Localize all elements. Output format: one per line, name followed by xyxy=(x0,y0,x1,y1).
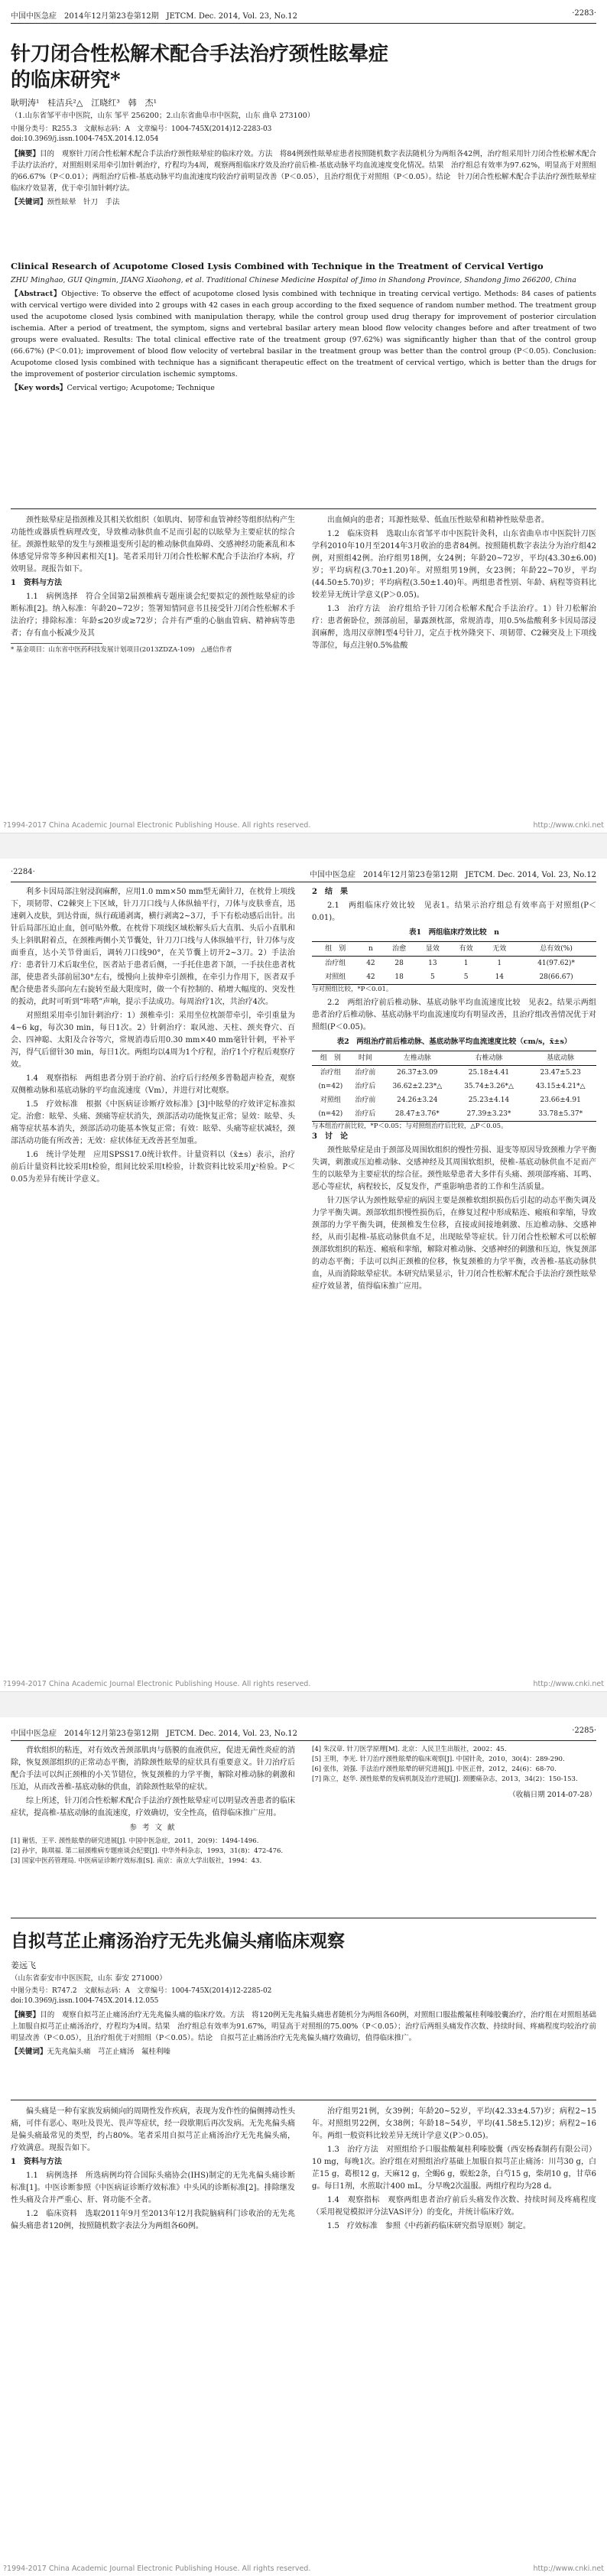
paragraph-observation-index: 1.4 观察指标 两组患者分别于治疗前、治疗后行经颅多普勒超声检查，观察双侧椎动脉和基底动脉的平均血流速度（Vm），并进行对比观察。 xyxy=(11,1074,295,1095)
affiliations: （1.山东省邹平市中医院，山东 邹平 256200；2.山东省曲阜市中医院，山东 曲阜 273100） xyxy=(11,112,315,120)
page3-right-column-bottom xyxy=(312,2106,596,2234)
header-page-number: ·2283· xyxy=(572,9,596,18)
abstract-cn-text: 目的 观察针刀闭合性松解术配合手法治疗颈性眩晕症的临床疗效。方法 将84例颈性眩晕症患者按照随机数字表法随机分为两组各42例，治疗组采用针刀闭合性松解术配合手法疗法治疗，对照组则采用牵引加针刺治疗，疗程均为4周，观察两组临床疗效及治疗前后椎-基底动脉平均血流速度变化情况。结果 治疗组总有效率为97.62%，明显高于对照组的66.67%（P＜0.01）；两组治疗后椎-基底动脉平均血流速度均较治疗前明显改善（P＜0.05），且治疗组优于对照组（P＜0.05）。结论 针刀闭合性松解术配合手法治疗颈性眩晕症临床疗效显著，优于牵引加针刺疗法。 xyxy=(11,150,596,193)
table-cell: 治疗后 xyxy=(355,1083,376,1090)
classification-line: 中图分类号：R255.3 文献标志码：A 文章编号：1004-745X(2014)12-2283-03 xyxy=(11,125,272,133)
section-heading-discussion: 3 讨 论 xyxy=(312,1132,348,1141)
table1-header: 有效 xyxy=(459,945,473,953)
table2-header: 左椎动脉 xyxy=(403,1054,431,1062)
abstract-cn-block xyxy=(11,148,596,210)
header-journal: 中国中医急症 2014年12月第23卷第12期 JETCM. Dec. 2014, Vol. 23, No.12 xyxy=(11,1730,298,1738)
paragraph-discussion-2: 针刀医学认为颈性眩晕症的病因主要是颈椎软组织损伤后引起的动态平衡失调及力学平衡失调。颈部软组织慢性损伤后，在修复过程中形成粘连、瘢痕和挛缩，导致颈部的力学平衡失调，使颈椎发生位移，直接或间接地刺激、压迫椎动脉、交感神经，从而引起椎-基底动脉供血不足，出现眩晕等症状。针刀闭合性松解术可以松解颈部软组织的粘连、瘢痕和挛缩，解除对椎动脉、交感神经的刺激和压迫，恢复颈部的动态平衡；手法可以纠正颈椎的位移，恢复颈椎的力学平衡，改善椎-基底动脉供血，从而消除眩晕症状。本研究结果显示，针刀闭合性松解术配合手法治疗颈性眩晕症疗效显著，值得临床推广应用。 xyxy=(312,1197,596,1291)
page1-right-column xyxy=(312,515,596,654)
running-header xyxy=(11,868,596,882)
abstract-2-block xyxy=(11,2009,596,2060)
table1-header: 总有效(%) xyxy=(540,945,573,953)
paragraph-demographics-2: 治疗组男21例，女39例；年龄20~52岁，平均(42.33±4.57)岁；病程2~15年。对照组男22例，女38例；年龄18~54岁，平均(41.58±5.12)岁；病程2~16年。两组一般资料比较差异无统计学意义(P＞0.05)。 xyxy=(312,2107,596,2140)
reference-item: [5] 王明，李光. 针刀治疗颈性眩晕的临床观察[J]. 中国针灸，2010，30(4)：289-290. xyxy=(312,1756,565,1763)
abstract-divider xyxy=(11,508,596,509)
english-title: Clinical Research of Acupotome Closed Lysis Combined with Technique in the Treatment of Cervical Vertigo xyxy=(11,261,544,271)
table1-caption: 表1 两组临床疗效比较 n xyxy=(408,928,500,937)
references-list-right xyxy=(312,1745,596,1785)
reference-item: [4] 朱汉章. 针刀医学原理[M]. 北京：人民卫生出版社，2002：45. xyxy=(312,1746,507,1753)
copyright-footer xyxy=(0,821,607,830)
table-cell: 43.15±4.21*△ xyxy=(535,1083,586,1090)
page3-left-column-top xyxy=(11,1745,295,1866)
copyright-footer xyxy=(0,2565,607,2573)
header-page-number: ·2285· xyxy=(572,1727,596,1735)
table-cell: (n=42) xyxy=(318,1083,343,1090)
paragraph-acupotome-procedure: 利多卡因局部注射浸润麻醉，应用1.0 mm×50 mm型无菌针刀，在枕骨上项线下，项韧带、C2棘突上下区域，针刀刀口线与人体纵轴平行，刀体与皮肤垂直，迅速刺入皮肤，到达骨面，纵行疏通剥离，横行剥离2~3刀，手下有松动感后出针。出针后局部压迫止血，创可贴外敷。在枕骨下项线区域松解头后大直肌、头后小直肌和头上斜肌附着点，在颈椎两侧小关节囊处，针刀刀口线与人体纵轴平行，针刀体与皮面垂直，达小关节骨面后，调转刀口线90°，在关节囊上切开2~3刀。2）手法治疗：患者针刀术后取坐位，医者站于患者后侧，一手托住患者下颌，一手扶住患者枕部，使患者头部前屈30°左右，缓慢向上拔伸牵引颈椎，在牵引力作用下，医者双手配合使患者头部向左右旋转至最大限度时，做一个有控制的、稍增大幅度的、突发性的扳动，此时可听到“咔嗒”声响，提示手法成功。每周治疗1次，共治疗4次。 xyxy=(11,888,295,1006)
header-page-number: ·2284· xyxy=(11,868,35,876)
copyright-text: ?1994-2017 China Academic Journal Electronic Publishing House. All rights reserved. xyxy=(3,2565,311,2573)
doi-line-2: doi:10.3969/j.issn.1004-745X.2014.12.055 xyxy=(11,1997,159,2005)
table2-note: 与本组治疗前比较，*P＜0.05；与对照组治疗后比较，△P＜0.05。 xyxy=(312,1122,508,1130)
abstract-2-text: 目的 观察自拟芎芷止痛汤治疗无先兆偏头痛的临床疗效。方法 将120例无先兆偏头痛患者随机分为两组各60例，对照组口服盐酸氟桂利嗪胶囊治疗，治疗组在对照组基础上加服自拟芎芷止痛汤治疗，疗程均为4周。结果 治疗组总有效率为91.67%，明显高于对照组的75.00%（P＜0.05）；治疗后两组头痛发作次数、持续时间、疼痛程度均较治疗前明显改善（P＜0.05），且治疗组优于对照组（P＜0.05）。结论 自拟芎芷止痛汤治疗无先兆偏头痛疗效确切，值得临床推广。 xyxy=(11,2011,596,2042)
table2-header: 时间 xyxy=(358,1054,372,1062)
table1-header: 治愈 xyxy=(392,945,407,953)
table-cell: 治疗后 xyxy=(355,1110,376,1118)
paragraph-discussion-1: 颈性眩晕症是由于颈部及周围软组织的慢性劳损、退变等原因导致颈椎力学平衡失调，刺激或压迫椎动脉、交感神经及其周围软组织，使椎-基底动脉供血不足而产生的以眩晕为主要症状的综合征。颈性眩晕患者大多伴有头痛、颈项部疼痛、耳鸣、恶心等症状，病程较长，反复发作，严重影响患者的工作和生活质量。 xyxy=(312,1146,596,1191)
journal-page-2285 xyxy=(0,1717,607,2576)
table-cell: 25.23±4.14 xyxy=(468,1096,510,1104)
section-heading-methods-2: 1 资料与方法 xyxy=(11,2158,62,2166)
copyright-text: ?1994-2017 China Academic Journal Electronic Publishing House. All rights reserved. xyxy=(3,821,311,830)
paragraph-control-treatment: 对照组采用牵引加针刺治疗：1）颈椎牵引：采用坐位枕颌带牵引，牵引重量为4~6 kg，每次30 min，每日1次。2）针刺治疗：取风池、天柱、颈夹脊穴、百会、四神聪、太阳及合谷等穴，常规消毒后用0.30 mm×40 mm毫针针刺，平补平泻，得气后留针30 min，每日1次。两组均以4周为1个疗程，治疗1个疗程后观察疗效。 xyxy=(11,1012,295,1069)
table-cell: 18 xyxy=(394,973,404,981)
page-gap xyxy=(0,833,607,860)
table-cell: 1 xyxy=(463,960,469,967)
table-row xyxy=(312,970,596,985)
table-cell: 1 xyxy=(497,960,502,967)
paragraph-criteria-2: 1.5 疗效标准 参照《中药新药临床研究指导原则》制定。 xyxy=(327,2222,531,2230)
reference-item: [1] 谢恬，王平. 颈性眩晕的研究进展[J]. 中国中医急症，2011，20(9)：1494-1496. xyxy=(11,1837,259,1845)
authors: 耿明涛¹ 桂洁兵²△ 江晓红³ 韩 杰¹ xyxy=(11,98,157,108)
table-row xyxy=(312,1066,596,1080)
keywords-2-label: 【关键词】 xyxy=(11,2048,47,2056)
abstract-en-block xyxy=(11,260,596,396)
keywords-cn-text: 颈性眩晕 针刀 手法 xyxy=(47,198,120,206)
table-cell: 治疗组 xyxy=(325,960,346,967)
cnki-link[interactable]: http://www.cnki.net xyxy=(533,821,604,830)
abstract-en-text: Objective: To observe the effect of acupotome closed lysis combined with technique in treating cervical vertigo. Methods: 84 cases of patients with cervical vertigo were divided into 2 groups with 42 cases in each group according to the fixed sequence of random number method. The treatment group used the acupotome closed lysis combined with manipulation therapy, while the control group used drug therapy for improvement of posterior circulation ischemia. After a period of treatment, the symptom, signs and vertebral basilar artery mean blood flow velocity changes before and after treatment of two groups were evaluated. Results: The total clinical effective rate of the treatment group (97.62%) was significantly higher than that of the control group (66.67%) (P＜0.01); improvement of blood flow velocity of vertebral basilar in the treatment group was better than the control group (P＜0.05). Conclusion: Acupotome closed lysis combined with technique has a significant therapeutic effect on the treatment of cervical vertigo, which is better than the drugs for the improvement of posterior circulation ischemic symptoms. xyxy=(11,290,596,378)
header-journal: 中国中医急症 2014年12月第23卷第12期 JETCM. Dec. 2014, Vol. 23, No.12 xyxy=(309,871,596,879)
doi-line: doi:10.3969/j.issn.1004-745X.2014.12.054 xyxy=(11,135,159,143)
table2-header: 基底动脉 xyxy=(547,1054,575,1062)
section-heading-methods: 1 资料与方法 xyxy=(11,579,62,587)
abstract-2-label: 【摘要】 xyxy=(11,2011,41,2019)
affiliation-2: （山东省泰安市中医医院，山东 泰安 271000） xyxy=(11,1974,167,1983)
section-heading-results: 2 结 果 xyxy=(312,888,348,896)
intro-paragraph: 颈性眩晕症是指颈椎及其相关软组织（如肌肉、韧带和血管神经等组织结构产生功能性或器质性病理改变，导致椎动脉供血不足而引起的以眩晕为主要症状的综合征。颈源性眩晕的发生与颈椎退变所引起的椎动脉供血障碍、交感神经功能紊乱和本体感觉异常等多种因素相关[1]。笔者采用针刀闭合性松解术配合手法治疗本病，疗效明显。现报告如下。 xyxy=(11,516,295,573)
table1-header: 无效 xyxy=(492,945,507,953)
paragraph-discussion-3: 背软组织的粘连，对有效改善颈部肌肉与筋膜的血液供应，促进无菌性炎症的消除，恢复颈部组织的正常动态平衡，消除颈性眩晕的症状具有重要意义。针刀治疗后配合手法可以纠正颈椎的小关节错位，恢复颈椎的力学平衡，解除对椎动脉的刺激和压迫，从而改善椎-基底动脉的供血，消除颈性眩晕的症状。 xyxy=(11,1746,295,1792)
table1-header: 组 别 xyxy=(325,945,346,953)
table-cell: 23.66±4.91 xyxy=(540,1096,581,1104)
table2-header-row xyxy=(312,1051,596,1066)
paragraph-clinical-data-2: 1.2 临床资料 选取2011年9月至2013年12月我院脑病科门诊收治的无先兆偏头痛患者120例，按照随机数字表法分为两组各60例。 xyxy=(11,2210,295,2230)
table-row xyxy=(312,1093,596,1107)
table-cell: 42 xyxy=(366,973,375,981)
authors-2: 姜远飞 xyxy=(11,1960,36,1970)
reference-item: [2] 孙宇，陈琪福. 第二届颈椎病专题座谈会纪要[J]. 中华外科杂志，1993，31(8)：472-476. xyxy=(11,1847,284,1855)
table2-caption: 表2 两组治疗前后椎动脉、基底动脉平均血流速度比较（cm/s，x̄±s） xyxy=(336,1038,572,1046)
abstract-cn-label: 【摘要】 xyxy=(11,150,41,158)
page2-left-column xyxy=(11,886,295,1187)
table1-header-row xyxy=(312,942,596,957)
copyright-text: ?1994-2017 China Academic Journal Electronic Publishing House. All rights reserved. xyxy=(3,1680,311,1688)
keywords-cn-label: 【关键词】 xyxy=(11,198,47,206)
cnki-link[interactable]: http://www.cnki.net xyxy=(533,1680,604,1688)
table2-header: 右椎动脉 xyxy=(475,1054,503,1062)
paragraph-results-blood-flow: 2.2 两组治疗前后椎动脉、基底动脉平均血流速度比较 见表2。结果示两组患者治疗后椎动脉、基底动脉平均血流速度均有明显改善，且治疗组改善情况优于对照组(P＜0.05)。 xyxy=(312,999,596,1031)
keywords-en-label: 【Key words】 xyxy=(11,384,67,392)
table-cell: 28.47±3.76* xyxy=(394,1110,440,1118)
paragraph-treatment-2: 1.3 治疗方法 对照组给予口服盐酸氟桂利嗪胶囊（西安杨森制药有限公司）10 mg，每晚1次。治疗组在对照组治疗基础上加服自拟芎芷止痛汤：川芎30 g，白芷15 g，葛根12 g，天麻12 g，全蝎6 g，蜈蚣2条，白芍15 g，柴胡10 g，甘草6 g。每日1剂，水煎取汁400 mL，分早晚2次温服。两组疗程均为28 d。 xyxy=(312,2146,596,2191)
table-cell: 27.39±3.23* xyxy=(466,1110,511,1118)
paragraph-intro-2: 偏头痛是一种有家族发病倾向的周期性发作疾病，表现为发作性的偏侧搏动性头痛，可伴有恶心、呕吐及畏光、畏声等症状，经一段歇期后再次发病。无先兆偏头痛是偏头痛最常见的类型，约占80%。笔者采用自拟芎芷止痛汤治疗无先兆偏头痛，疗效满意。现报告如下。 xyxy=(11,2107,295,2152)
paragraph-results-efficacy: 2.1 两组临床疗效比较 见表1。结果示治疗组总有效率高于对照组(P＜0.01)。 xyxy=(312,901,596,922)
table1-efficacy xyxy=(312,941,596,985)
title-line-2: 的临床研究* xyxy=(11,69,121,92)
paragraph-case-selection: 1.1 病例选择 符合全国第2届颈椎病专题座谈会纪要拟定的颈性眩晕症的诊断标准[2]。纳入标准：年龄20~72岁；签署知情同意书且接受针刀闭合性松解术手法治疗；排除标准：年龄≤20岁或≥72岁；合并有严重的心脑血管病、精神病等患者；存有血小板减少及其 xyxy=(11,593,295,638)
paragraph-case-selection-2: 1.1 病例选择 所选病例均符合国际头痛协会(IHS)制定的无先兆偏头痛诊断标准[1]。中医诊断参照《中医病证诊断疗效标准》中头风的诊断标准[2]。排除继发性头痛及合并严重心、肝、肾功能不全者。 xyxy=(11,2172,295,2204)
paragraph-conclusion: 综上所述，针刀闭合性松解术配合手法治疗颈性眩晕症可以明显改善患者的临床症状，提高椎-基底动脉的血流速度，疗效确切，安全性高，值得临床推广应用。 xyxy=(11,1797,295,1817)
table-cell: 对照组 xyxy=(325,973,346,981)
reference-item: [3] 国家中医药管理局. 中医病证诊断疗效标准[S]. 南京：南京大学出版社，1994：43. xyxy=(11,1857,262,1865)
page3-right-column-top xyxy=(312,1745,596,1801)
table-cell: 23.47±5.23 xyxy=(540,1069,581,1077)
paragraph-exclusion: 出血倾向的患者；耳源性眩晕、低血压性眩晕和精神性眩晕患者。 xyxy=(327,516,549,525)
table-cell: 5 xyxy=(430,973,435,981)
cnki-link[interactable]: http://www.cnki.net xyxy=(533,2565,604,2573)
table-cell: 24.26±3.24 xyxy=(397,1096,438,1104)
abstract-en-label: 【Abstract】 xyxy=(11,290,62,298)
table-cell: 治疗前 xyxy=(355,1069,376,1077)
english-authors: ZHU Minghao, GUI Qingmin, JIANG Xiaohong, et al. Traditional Chinese Medicine Hospital of Jimo in Shandong Province, Shandong Jimo 266200, China xyxy=(11,276,576,284)
keywords-2-text: 无先兆偏头痛 芎芷止痛汤 氟桂利嗪 xyxy=(47,2048,171,2056)
paragraph-efficacy-criteria: 1.5 疗效标准 根据《中医病证诊断疗效标准》[3]中眩晕的疗效评定标准拟定。治愈：眩晕、头痛、颈痛等症状消失，颈部活动功能恢复正常；显效：眩晕、头痛等症状基本消失，颈部活动功能基本恢复正常；有效：眩晕、头痛等症状减轻，颈部活动功能有所改善；无效：症状体征无改善甚至加重。 xyxy=(11,1100,295,1145)
reference-item: [6] 张伟，刘强. 手法治疗颈性眩晕的研究进展[J]. 中医正骨，2012，24(6)：68-70. xyxy=(312,1766,557,1773)
article-title xyxy=(11,41,596,93)
table-row xyxy=(312,957,596,971)
references-list-left xyxy=(11,1837,295,1866)
header-journal: 中国中医急症 2014年12月第23卷第12期 JETCM. Dec. 2014, Vol. 23, No.12 xyxy=(11,12,298,21)
journal-page-2284 xyxy=(0,859,607,1691)
table-cell: 25.18±4.41 xyxy=(468,1069,510,1077)
running-header xyxy=(11,1727,596,1741)
page3-left-column-bottom xyxy=(11,2106,295,2234)
table-cell: 28 xyxy=(394,960,404,967)
paragraph-treatment: 1.3 治疗方法 治疗组给予针刀闭合松解术配合手法治疗。1）针刀松解治疗：患者俯卧位，颈部前屈，暴露颈枕部，常规消毒，用0.5%盐酸利多卡因局部浸润麻醉，选用汉章牌Ⅰ型4号针刀，定点于枕外隆突下、项韧带、C2棘突及上下项线等部位，每点注射0.5%盐酸 xyxy=(312,605,596,650)
table-row xyxy=(312,1107,596,1122)
table-cell: (n=42) xyxy=(318,1110,343,1118)
table-cell: 28(66.67) xyxy=(539,973,573,981)
keywords-en-text: Cervical vertigo; Acupotome; Technique xyxy=(67,384,215,392)
table1-header: 显效 xyxy=(425,945,440,953)
classification-line-2: 中图分类号：R747.2 文献标志码：A 文章编号：1004-745X(2014)12-2285-02 xyxy=(11,1987,272,1995)
received-date: （收稿日期 2014-07-28） xyxy=(508,1791,596,1799)
reference-item: [7] 陈立，赵华. 颈性眩晕的发病机制及治疗进展[J]. 颈腰痛杂志，2013，34(2)：150-153. xyxy=(312,1775,578,1783)
table1-note: 与对照组比较，*P＜0.01。 xyxy=(312,986,393,993)
table-cell: 5 xyxy=(463,973,469,981)
table1-header: n xyxy=(368,945,373,953)
copyright-footer xyxy=(0,1680,607,1688)
paragraph-clinical-data: 1.2 临床资料 选取山东省邹平市中医院针灸科，山东省曲阜市中医院针刀医学科2010年10月至2014年3月收治的患者84例。按照随机数字表法分为治疗组42例，对照组42例。治疗组男18例，女24例；年龄20~72岁，平均(43.30±6.00)岁；平均病程(3.70±1.20)年。对照组男19例，女23例；年龄22~70岁，平均(44.50±5.70)岁；平均病程(3.50±1.40)年。两组患者性别、年龄、病程等资料比较差异无统计学意义(P＞0.05)。 xyxy=(312,530,596,599)
references-title: 参 考 文 献 xyxy=(129,1824,177,1832)
table-cell: 35.74±3.26*△ xyxy=(464,1083,514,1090)
page1-left-column xyxy=(11,515,295,655)
title-line-1: 针刀闭合性松解术配合手法治疗颈性眩晕症 xyxy=(11,43,389,66)
table-cell: 治疗组 xyxy=(320,1069,341,1077)
table-cell: 36.62±2.23*△ xyxy=(392,1083,443,1090)
paragraph-observation-2: 1.4 观察指标 观察两组患者治疗前后头痛发作次数、持续时间及疼痛程度（采用视觉模拟评分法VAS评分）的变化，并统计临床疗效。 xyxy=(312,2196,596,2217)
page-gap xyxy=(0,1691,607,1719)
table-cell: 42 xyxy=(366,960,375,967)
table-cell: 治疗前 xyxy=(355,1096,376,1104)
paragraph-statistics: 1.6 统计学处理 应用SPSS17.0统计软件。计量资料以（x̄±s）表示，治疗前后计量资料比较采用t检验，组间比较采用t检验，计数资料比较采用χ²检验。P＜0.05为差异有统计学意义。 xyxy=(11,1151,295,1184)
footnote-rule xyxy=(11,643,102,644)
table-row xyxy=(312,1080,596,1093)
table-cell: 41(97.62)* xyxy=(537,960,575,967)
table2-header: 组 别 xyxy=(320,1054,341,1062)
table-cell: 对照组 xyxy=(320,1096,341,1104)
table-cell: 26.37±3.09 xyxy=(397,1069,438,1077)
footnote-fund: * 基金项目：山东省中医药科技发展计划项目(2013ZDZA-109) △通信作者 xyxy=(11,646,232,654)
running-header xyxy=(11,9,596,24)
page2-right-column xyxy=(312,886,596,1294)
table-cell: 13 xyxy=(428,960,437,967)
table2-blood-flow xyxy=(312,1051,596,1122)
article-title-2: 自拟芎芷止痛汤治疗无先兆偏头痛临床观察 xyxy=(11,1931,345,1951)
journal-page-2283 xyxy=(0,0,607,833)
table-cell: 14 xyxy=(495,973,505,981)
table-cell: 33.78±5.37* xyxy=(538,1110,583,1118)
